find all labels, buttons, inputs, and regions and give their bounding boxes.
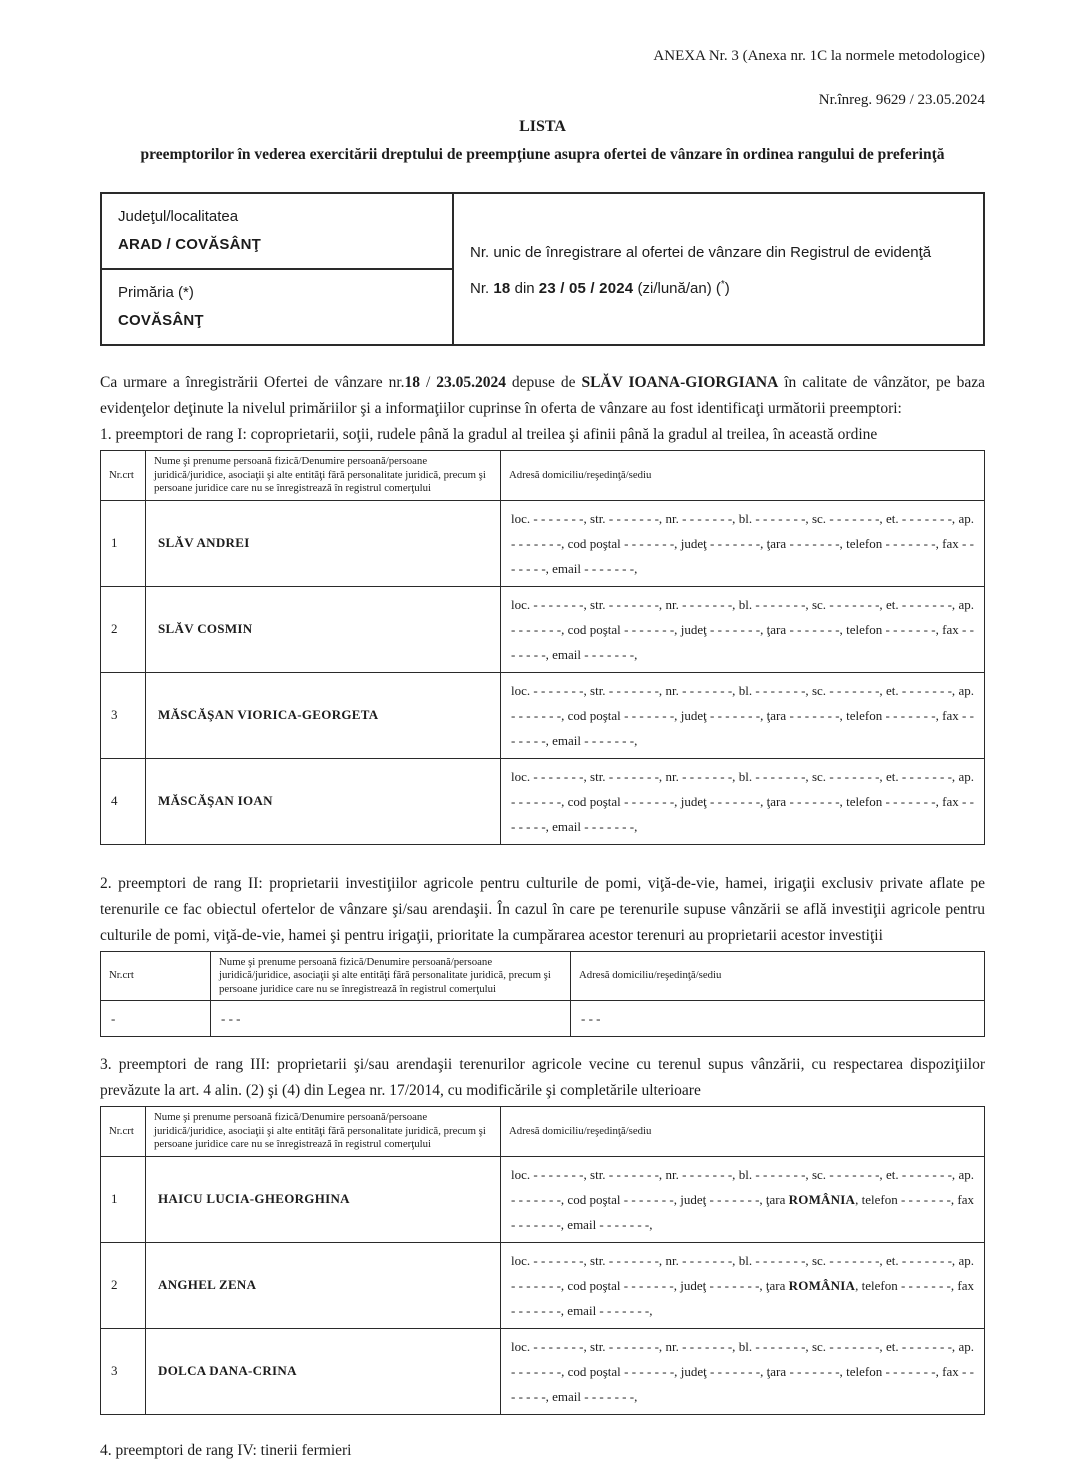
address-text: loc. - - - - - - -, str. - - - - - - -, nr. - - - - - - -, bl. - - - - - - -, sc. - - - - - - -, et. - - - - - - -, ap. - - - - - - -, cod poştal - - - - - - -, judeţ - - - - - - -, ţara (511, 1252, 974, 1293)
col-header-address: Adresă domiciliu/reşedinţă/sediu (571, 951, 985, 1001)
reg-line-din: din (510, 279, 539, 297)
rank3-heading: 3. preemptori de rang III: proprietarii şi/sau arendaşii terenurilor agricole vecine cu terenul supus vânzării, cu respectarea dispoziţiilor prevăzute la art. 4 alin. (2) şi (4) din Legea nr. 17/2014, cu modificările şi completările ulterioare (100, 1056, 985, 1099)
preemptor-name: MĂSCĂŞAN VIORICA-GEORGETA (146, 672, 501, 758)
row-number: 1 (101, 500, 146, 586)
address-cell (501, 1156, 985, 1242)
address-cell (501, 500, 985, 586)
intro-text: Ca urmare a înregistrării Ofertei de vânzare nr. (100, 374, 405, 391)
registration-info-box (100, 192, 985, 346)
preemptor-name: DOLCA DANA-CRINA (146, 1328, 501, 1414)
col-header-name: Nume şi prenume persoană fizică/Denumire persoană/persoane juridică/juridice, asociaţii şi alte entităţi fără personalitate juridică, precum şi persoane juridice care nu se înregistrează în registrul comerţului (211, 951, 571, 1001)
address-text: loc. - - - - - - -, str. - - - - - - -, nr. - - - - - - -, bl. - - - - - - -, sc. - - - - - - -, et. - - - - - - -, ap. - - - - - - -, cod poştal - - - - - - -, judeţ - - - - - - -, ţara - - - - - - -, telefon - - - - - - -, fax - - - - - - -, email - - - - - - -, (511, 596, 974, 662)
address-text: loc. - - - - - - -, str. - - - - - - -, nr. - - - - - - -, bl. - - - - - - -, sc. - - - - - - -, et. - - - - - - -, ap. - - - - - - -, cod poştal - - - - - - -, judeţ - - - - - - -, ţara - - - - - - -, telefon - - - - - - -, fax - - - - - - -, email - - - - - - -, (511, 682, 974, 748)
county-value: ARAD / COVĂSÂNŢ (118, 236, 262, 253)
anexa-heading: ANEXA Nr. 3 (Anexa nr. 1C la normele metodologice) (653, 48, 985, 64)
table-row (101, 1328, 985, 1414)
address-cell (501, 1242, 985, 1328)
row-number: 2 (101, 586, 146, 672)
registration-number: Nr.înreg. 9629 / 23.05.2024 (818, 92, 985, 108)
preemptor-name: MĂSCĂŞAN IOAN (146, 758, 501, 844)
address-cell (501, 586, 985, 672)
registry-number-line (470, 277, 967, 301)
footnote-star: * (720, 278, 725, 290)
intro-text: în calitate de vânzător, pe baza evidenţelor deţinute la nivelul primăriilor şi a informaţiilor cuprinse în oferta de vânzare au fost identificaţi următorii preemptori: (100, 374, 986, 417)
reg-line-date: 23 / 05 / 2024 (538, 279, 634, 297)
preemptor-name: HAICU LUCIA-GHEORGHINA (146, 1156, 501, 1242)
col-header-name: Nume şi prenume persoană fizică/Denumire persoană/persoane juridică/juridice, asociaţii şi alte entităţi fără personalitate juridică, precum şi persoane juridice care nu se înregistrează în registrul comerţului (146, 1107, 501, 1157)
preemptor-name: SLĂV COSMIN (146, 586, 501, 672)
county-label: Judeţul/localitatea (118, 208, 239, 225)
row-number: 3 (101, 1328, 146, 1414)
primaria-cell (101, 269, 453, 345)
page-subtitle: preemptorilor în vederea exercitării dreptului de preempţiune asupra ofertei de vânzare în ordinea rangului de preferinţă (140, 146, 945, 163)
address-text: - - - (581, 1011, 601, 1026)
table-row (101, 1156, 985, 1242)
table-row (101, 1242, 985, 1328)
address-cell (501, 672, 985, 758)
address-country: ROMÂNIA (788, 1277, 856, 1293)
address-country: ROMÂNIA (788, 1191, 856, 1207)
table-header-row (101, 951, 985, 1001)
table-header-row (101, 451, 985, 501)
primaria-label: Primăria (*) (118, 284, 194, 301)
col-header-name: Nume şi prenume persoană fizică/Denumire persoană/persoane juridică/juridice, asociaţii şi alte entităţi fără personalitate juridică, precum şi persoane juridice care nu se înregistrează în registrul comerţului (146, 451, 501, 501)
address-cell (501, 1328, 985, 1414)
table-row (101, 758, 985, 844)
table-header-row (101, 1107, 985, 1157)
preemptor-name: ANGHEL ZENA (146, 1242, 501, 1328)
table-row (101, 672, 985, 758)
col-header-nrcrt: Nr.crt (101, 1107, 146, 1157)
address-text: loc. - - - - - - -, str. - - - - - - -, nr. - - - - - - -, bl. - - - - - - -, sc. - - - - - - -, et. - - - - - - -, ap. - - - - - - -, cod poştal - - - - - - -, judeţ - - - - - - -, ţara - - - - - - -, telefon - - - - - - -, fax - - - - - - -, email - - - - - - -, (511, 510, 974, 576)
county-cell (101, 193, 453, 269)
info-box-row-county (101, 193, 984, 269)
col-header-address: Adresă domiciliu/reşedinţă/sediu (501, 1107, 985, 1157)
address-text: loc. - - - - - - -, str. - - - - - - -, nr. - - - - - - -, bl. - - - - - - -, sc. - - - - - - -, et. - - - - - - -, ap. - - - - - - -, cod poştal - - - - - - -, judeţ - - - - - - -, ţara - - - - - - -, telefon - - - - - - -, fax - - - - - - -, email - - - - - - -, (511, 768, 974, 834)
address-text: , telefon - - - - - - -, fax - - - - - - -, email - - - - - - -, (511, 1191, 974, 1232)
reg-line-suffix: (zi/lună/an) ( (633, 279, 721, 297)
row-number: 1 (101, 1156, 146, 1242)
row-number: 4 (101, 758, 146, 844)
intro-paragraph (100, 370, 985, 422)
row-number: 2 (101, 1242, 146, 1328)
address-text: , telefon - - - - - - -, fax - - - - - - -, email - - - - - - -, (511, 1277, 974, 1318)
primaria-value: COVĂSÂNŢ (118, 312, 204, 329)
table-row (101, 1001, 985, 1037)
table-row (101, 500, 985, 586)
rank1-heading: 1. preemptori de rang I: coproprietarii, soţii, rudele până la gradul al treilea şi afinii până la gradul al treilea, în această ordine (100, 426, 878, 443)
registry-number-cell (453, 193, 984, 345)
address-text: loc. - - - - - - -, str. - - - - - - -, nr. - - - - - - -, bl. - - - - - - -, sc. - - - - - - -, et. - - - - - - -, ap. - - - - - - -, cod poştal - - - - - - -, judeţ - - - - - - -, ţara (511, 1166, 974, 1207)
address-text: loc. - - - - - - -, str. - - - - - - -, nr. - - - - - - -, bl. - - - - - - -, sc. - - - - - - -, et. - - - - - - -, ap. - - - - - - -, cod poştal - - - - - - -, judeţ - - - - - - -, ţara - - - - - - -, telefon - - - - - - -, fax - - - - - - -, email - - - - - - -, (511, 1338, 974, 1404)
address-cell (501, 758, 985, 844)
col-header-nrcrt: Nr.crt (101, 951, 211, 1001)
registry-number-label: Nr. unic de înregistrare al ofertei de vânzare din Registrul de evidenţă (470, 243, 932, 261)
rank2-heading: 2. preemptori de rang II: proprietarii investiţiilor agricole pentru culturile de pomi, viţă-de-vie, hamei, irigaţii exclusiv private aflate pe terenurile ce fac obiectul ofertelor de vânzare şi/sau arendaşii. În cazul în care pe terenurile supuse vânzării se află investiţii agricole pentru culturile de pomi, viţă-de-vie, hamei şi pentru irigaţii, prioritate la cumpărarea acestor terenuri au proprietarii acestor investiţii (100, 874, 985, 944)
reg-line-number: 18 (493, 279, 511, 297)
offer-date: 23.05.2024 (436, 374, 506, 391)
col-header-nrcrt: Nr.crt (101, 451, 146, 501)
address-cell (571, 1001, 985, 1037)
reg-line-prefix: Nr. (470, 279, 494, 297)
table-row (101, 586, 985, 672)
row-number: - (101, 1001, 211, 1037)
rank1-table (100, 450, 985, 845)
intro-text: depuse de (505, 374, 582, 391)
preemptor-name: SLĂV ANDREI (146, 500, 501, 586)
preemptor-name: - - - (211, 1001, 571, 1037)
col-header-address: Adresă domiciliu/reşedinţă/sediu (501, 451, 985, 501)
rank4-heading: 4. preemptori de rang IV: tinerii fermieri (100, 1441, 352, 1459)
reg-line-close: ) (724, 279, 730, 297)
row-number: 3 (101, 672, 146, 758)
offer-number: 18 (404, 374, 421, 391)
rank2-table (100, 951, 985, 1038)
rank3-table (100, 1106, 985, 1415)
seller-name: SLĂV IOANA-GIORGIANA (581, 374, 779, 391)
intro-text: / (420, 374, 437, 391)
page-title: LISTA (519, 118, 566, 135)
